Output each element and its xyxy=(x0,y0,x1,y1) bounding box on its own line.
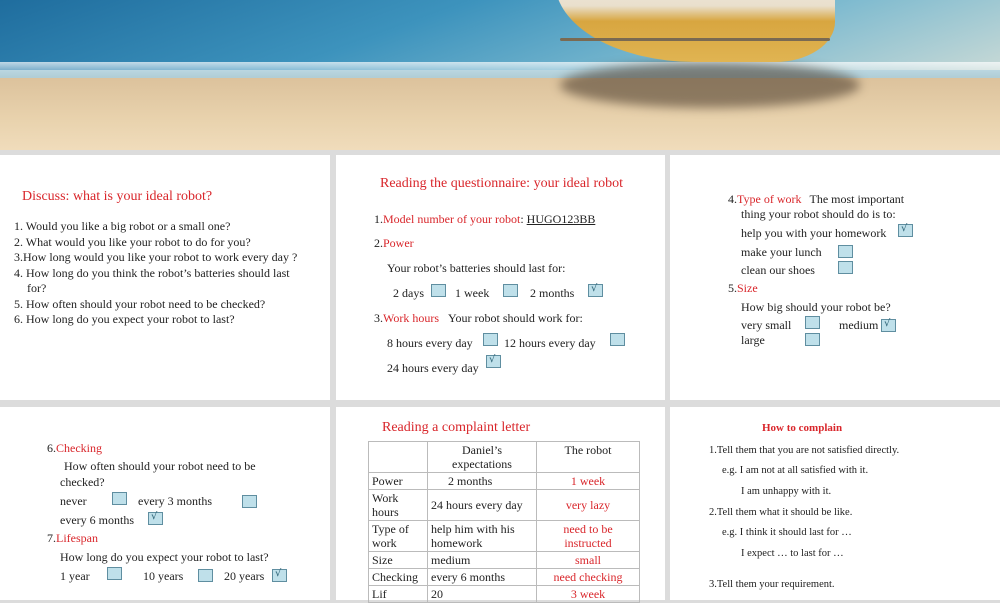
option-shoes-label: clean our shoes xyxy=(741,263,815,277)
model-line: 1.Model number of your robot: HUGO123BB xyxy=(374,212,596,226)
model-label: Model number of your robot xyxy=(383,212,521,226)
power-heading: 2.Power xyxy=(374,236,414,250)
list-item: 3.How long would you like your robot to work every day ? xyxy=(14,250,298,264)
tip-example: e.g. I am not at all satisfied with it. xyxy=(722,465,869,476)
checkbox-never[interactable] xyxy=(112,492,127,505)
list-item: 2. What would you like your robot to do for you? xyxy=(14,234,251,249)
checkbox-20years-checked[interactable] xyxy=(272,569,287,582)
power-question: Your robot’s batteries should last for: xyxy=(387,261,566,275)
table-header: Daniel’s expectations xyxy=(428,442,537,473)
option-24h-label: 24 hours every day xyxy=(387,361,479,375)
model-value: HUGO123BB xyxy=(526,212,596,226)
slide-checking-lifespan xyxy=(0,407,330,600)
option-medium-label: medium xyxy=(839,318,879,332)
boat-shadow xyxy=(560,62,860,108)
option-large-label: large xyxy=(741,333,765,347)
checkbox-1week[interactable] xyxy=(503,284,518,297)
checkbox-2months-checked[interactable] xyxy=(588,284,603,297)
table-cell: very lazy xyxy=(537,490,640,521)
table-cell: 2 months xyxy=(428,473,537,490)
table-cell: Work hours xyxy=(369,490,428,521)
option-2months-label: 2 months xyxy=(530,286,575,300)
table-row xyxy=(369,552,640,569)
option-10years-label: 10 years xyxy=(143,569,184,583)
list-item: 4. How long do you think the robot’s batteries should last xyxy=(14,265,290,280)
table-cell: need checking xyxy=(537,569,640,586)
checkbox-small[interactable] xyxy=(805,316,820,329)
table-cell: Type of work xyxy=(369,521,428,552)
table-cell: medium xyxy=(428,552,537,569)
boat-hull-stripe xyxy=(560,38,830,41)
table-row xyxy=(369,490,640,521)
tip-example: I am unhappy with it. xyxy=(741,486,832,497)
option-2days-label: 2 days xyxy=(393,286,424,300)
check-mark-icon: √ xyxy=(884,318,891,329)
table-row xyxy=(369,473,640,490)
slide-title: Reading the questionnaire: your ideal robot xyxy=(380,176,623,191)
checkbox-24h-checked[interactable] xyxy=(486,355,501,368)
option-6months-label: every 6 months xyxy=(60,513,134,527)
table-cell: Power xyxy=(369,473,428,490)
option-never-label: never xyxy=(60,494,87,508)
table-cell: 24 hours every day xyxy=(428,490,537,521)
checkbox-shoes[interactable] xyxy=(838,261,853,274)
question-list xyxy=(14,219,314,328)
list-item: 6. How long do you expect your robot to last? xyxy=(14,312,235,326)
checkbox-10years[interactable] xyxy=(198,569,213,582)
list-item: 1. Would you like a big robot or a small one? xyxy=(14,219,231,233)
list-item: for? xyxy=(27,281,47,295)
slide-title: Reading a complaint letter xyxy=(382,420,531,435)
checkbox-2days[interactable] xyxy=(431,284,446,297)
option-1year-label: 1 year xyxy=(60,569,90,583)
table-cell: every 6 months xyxy=(428,569,537,586)
checkbox-8h[interactable] xyxy=(483,333,498,346)
table-cell: small xyxy=(537,552,640,569)
tip-line: 3.Tell them your requirement. xyxy=(709,579,835,590)
table-row xyxy=(369,569,640,586)
comparison-table xyxy=(368,441,640,603)
checking-question-cont: checked? xyxy=(60,475,105,489)
checkbox-medium-checked[interactable] xyxy=(881,319,896,332)
table-cell: need to be instructed xyxy=(537,521,640,552)
checkbox-homework-checked[interactable] xyxy=(898,224,913,237)
sea-water xyxy=(0,0,1000,70)
type-heading: 4.Type of work The most important xyxy=(728,192,905,206)
table-cell: Size xyxy=(369,552,428,569)
table-cell: 1 week xyxy=(537,473,640,490)
size-question: How big should your robot be? xyxy=(741,300,891,314)
checkbox-12h[interactable] xyxy=(610,333,625,346)
check-mark-icon: √ xyxy=(901,223,908,234)
slide-title: Discuss: what is your ideal robot? xyxy=(22,189,213,204)
checking-question: How often should your robot need to be xyxy=(64,459,256,473)
table-cell: Lif xyxy=(369,586,428,603)
size-heading: 5.Size xyxy=(728,281,758,295)
tip-line: 2.Tell them what it should be like. xyxy=(709,507,853,518)
slide-how-to-complain xyxy=(670,407,1000,600)
slide-discuss xyxy=(0,155,330,400)
slide-questionnaire xyxy=(336,155,665,400)
table-cell: Checking xyxy=(369,569,428,586)
option-lunch-label: make your lunch xyxy=(741,245,822,259)
check-mark-icon: √ xyxy=(275,568,282,579)
table-header-row xyxy=(369,442,640,473)
option-20years-label: 20 years xyxy=(224,569,265,583)
option-small-label: very small xyxy=(741,318,792,332)
checkbox-3months[interactable] xyxy=(242,495,257,508)
check-mark-icon: √ xyxy=(489,354,496,365)
option-homework-label: help you with your homework xyxy=(741,226,887,240)
option-8h-label: 8 hours every day xyxy=(387,336,473,350)
table-cell: help him with his homework xyxy=(428,521,537,552)
check-mark-icon: √ xyxy=(151,511,158,522)
work-hours-heading: 3.Work hours Your robot should work for: xyxy=(374,311,583,325)
table-header: The robot xyxy=(537,442,640,473)
checkbox-6months-checked[interactable] xyxy=(148,512,163,525)
option-1week-label: 1 week xyxy=(455,286,490,300)
tip-example: I expect … to last for … xyxy=(741,548,844,559)
table-row xyxy=(369,521,640,552)
checkbox-lunch[interactable] xyxy=(838,245,853,258)
lifespan-heading: 7.Lifespan xyxy=(47,531,98,545)
slide-title: How to complain xyxy=(762,422,843,434)
list-item: 5. How often should your robot need to be checked? xyxy=(14,296,266,311)
tip-example: e.g. I think it should last for … xyxy=(722,527,852,538)
tip-line: 1.Tell them that you are not satisfied directly. xyxy=(709,445,900,456)
type-question: thing your robot should do is to: xyxy=(741,207,896,221)
lifespan-question: How long do you expect your robot to last? xyxy=(60,550,269,564)
table-cell: 20 xyxy=(428,586,537,603)
beach-boat-banner-image xyxy=(0,0,1000,150)
option-12h-label: 12 hours every day xyxy=(504,336,596,350)
slide-type-size xyxy=(670,155,1000,400)
table-header xyxy=(369,442,428,473)
checkbox-1year[interactable] xyxy=(107,567,122,580)
checking-heading: 6.Checking xyxy=(47,441,102,455)
option-3months-label: every 3 months xyxy=(138,494,212,508)
checkbox-large[interactable] xyxy=(805,333,820,346)
check-mark-icon: √ xyxy=(591,283,598,294)
table-cell: 3 week xyxy=(537,586,640,603)
